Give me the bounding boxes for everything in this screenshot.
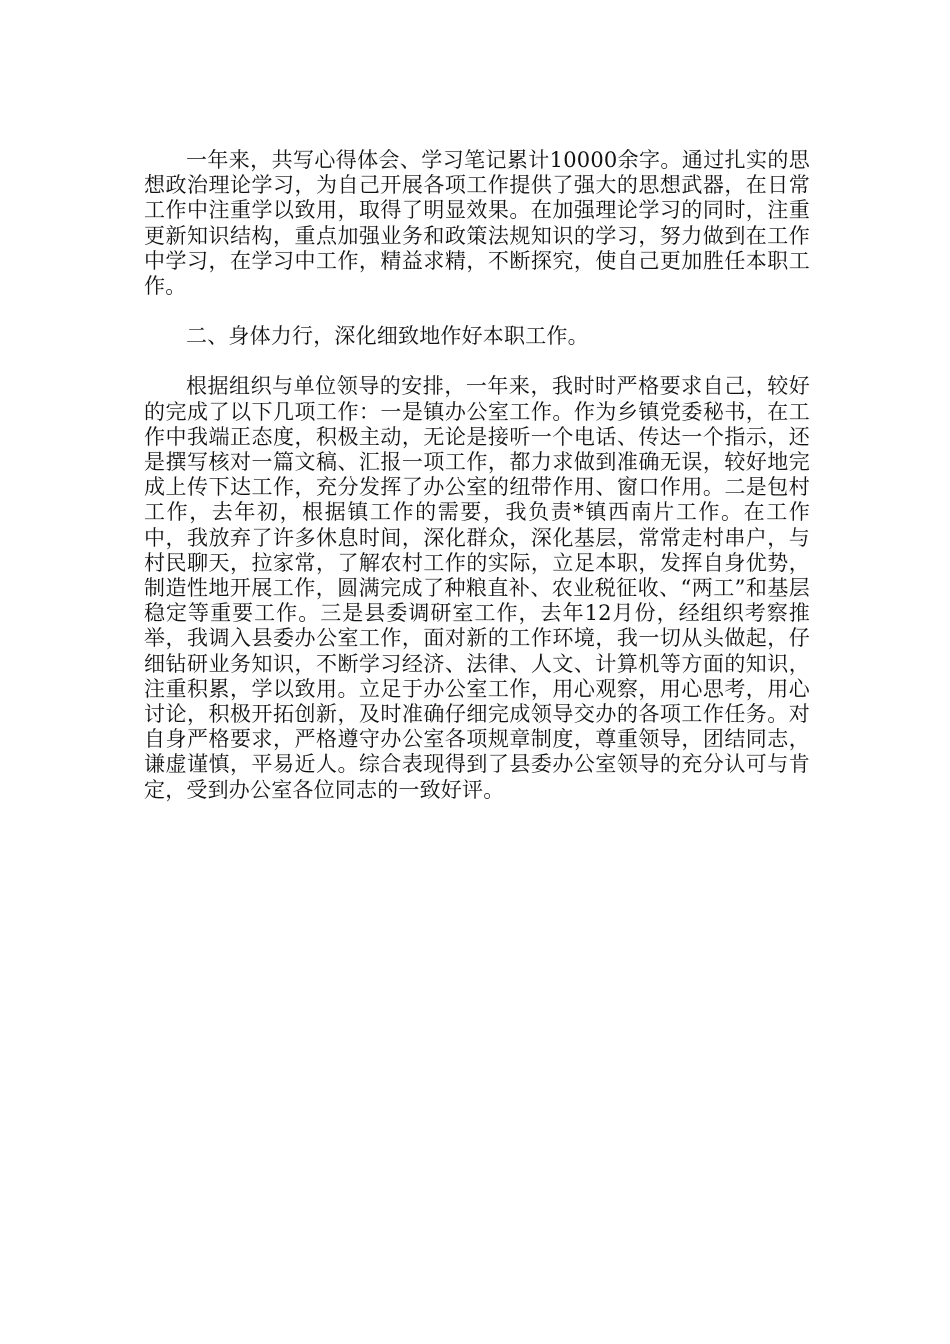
paragraph-work-summary: 根据组织与单位领导的安排，一年来，我时时严格要求自己，较好的完成了以下几项工作：一是镇办公室工作。作为乡镇党委秘书，在工作中我端正态度，积极主动，无论是接听一个电话、传达一个指示，还是撰写核对一篇文稿、汇报一项工作，都力求做到准确无误，较好地完成上传下达工作，充分发挥了办公室的纽带作用、窗口作用。二是包村工作，去年初，根据镇工作的需要，我负责*镇西南片工作。在工作中，我放弃了许多休息时间，深化群众，深化基层，常常走村串户，与村民聊天，拉家常，了解农村工作的实际，立足本职，发挥自身优势，制造性地开展工作，圆满完成了种粮直补、农业税征收、“两工”和基层稳定等重要工作。三是县委调研室工作，去年12月份，经组织考察推举，我调入县委办公室工作，面对新的工作环境，我一切从头做起，仔细钻研业务知识，不断学习经济、法律、人文、计算机等方面的知识，注重积累，学以致用。立足于办公室工作，用心观察，用心思考，用心讨论，积极开拓创新，及时准确仔细完成领导交办的各项工作任务。对自身严格要求，严格遵守办公室各项规章制度，尊重领导，团结同志，谦虚谨慎，平易近人。综合表现得到了县委办公室领导的充分认可与肯定，受到办公室各位同志的一致好评。: [144, 374, 810, 802]
paragraph-study-summary: 一年来，共写心得体会、学习笔记累计10000余字。通过扎实的思想政治理论学习，为自己开展各项工作提供了强大的思想武器，在日常工作中注重学以致用，取得了明显效果。在加强理论学习的同时，注重更新知识结构，重点加强业务和政策法规知识的学习，努力做到在工作中学习，在学习中工作，精益求精，不断探究，使自己更加胜任本职工作。: [144, 148, 810, 299]
section-heading-2: 二、身体力行，深化细致地作好本职工作。: [186, 324, 589, 349]
document-body: [144, 148, 810, 803]
